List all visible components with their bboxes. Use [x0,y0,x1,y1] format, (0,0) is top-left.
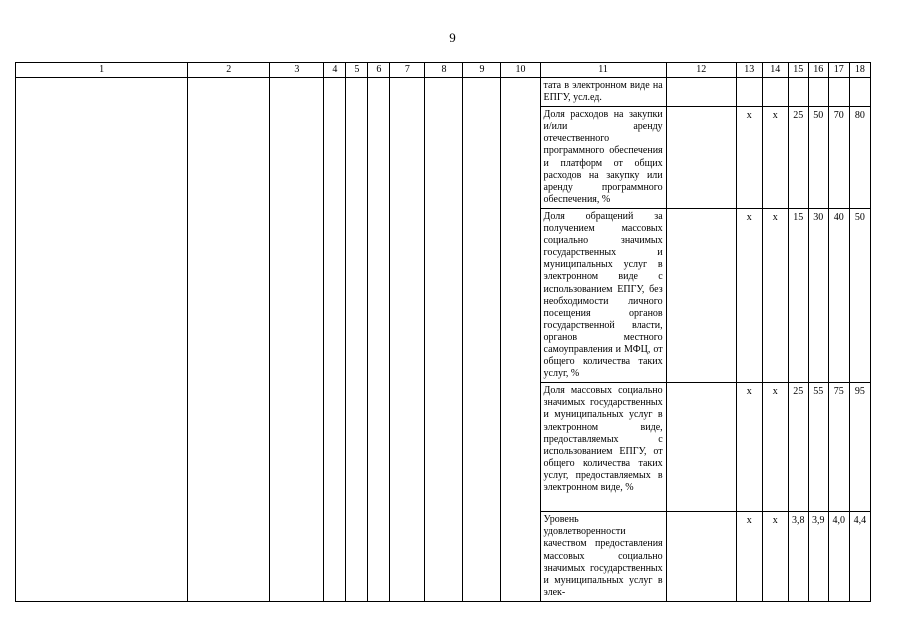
table-row [16,78,871,107]
value-cell: 50 [849,208,870,382]
indicator-description: Доля обращений за получением массовых социально значимых государственных и муниципальных услуг в электронном виде с использованием ЕПГУ, без необходимости личного посещения органов государственной власти, органов местного самоуправления и МФЦ, от общего количества таких услуг, % [540,208,666,382]
header-cell: 13 [736,63,762,78]
empty-cell [463,78,501,602]
header-cell: 6 [368,63,390,78]
header-cell: 1 [16,63,188,78]
value-cell: x [762,512,788,602]
empty-cell [666,512,736,602]
empty-cell [188,78,270,602]
value-cell: 3,9 [808,512,828,602]
value-cell: x [736,107,762,209]
empty-cell [368,78,390,602]
header-cell: 18 [849,63,870,78]
value-cell [849,78,870,107]
value-cell: 30 [808,208,828,382]
empty-cell [270,78,324,602]
value-cell: 25 [788,107,808,209]
empty-cell [666,78,736,107]
value-cell [762,78,788,107]
header-cell: 2 [188,63,270,78]
empty-cell [390,78,425,602]
value-cell: 70 [828,107,849,209]
value-cell: x [736,383,762,512]
page-number: 9 [449,30,456,45]
indicator-table [15,62,871,602]
value-cell [808,78,828,107]
header-row [16,63,871,78]
indicator-description: Доля массовых социально значимых государственных и муниципальных услуг в электронном виде, предоставляемых с использованием ЕПГУ, от общего количества таких услуг, предоставляемых в электронном виде, % [540,383,666,512]
empty-cell [666,383,736,512]
value-cell: x [736,512,762,602]
value-cell: 4,0 [828,512,849,602]
indicator-description: тата в электронном виде на ЕПГУ, усл.ед. [540,78,666,107]
header-cell: 4 [324,63,346,78]
value-cell: 4,4 [849,512,870,602]
empty-cell [16,78,188,602]
header-cell: 16 [808,63,828,78]
value-cell: 75 [828,383,849,512]
value-cell: 40 [828,208,849,382]
empty-cell [324,78,346,602]
header-cell: 3 [270,63,324,78]
empty-cell [666,107,736,209]
value-cell: 55 [808,383,828,512]
value-cell [828,78,849,107]
value-cell: x [762,208,788,382]
header-cell: 11 [540,63,666,78]
value-cell: 25 [788,383,808,512]
empty-cell [346,78,368,602]
empty-cell [501,78,540,602]
empty-cell [425,78,463,602]
value-cell: 95 [849,383,870,512]
header-cell: 7 [390,63,425,78]
indicator-description: Доля расходов на закупки и/или аренду отечественного программного обеспечения и платформ от общих расходов на закупку или аренду программного обеспечения, % [540,107,666,209]
header-cell: 14 [762,63,788,78]
value-cell: x [762,107,788,209]
value-cell: x [762,383,788,512]
value-cell: x [736,208,762,382]
header-cell: 17 [828,63,849,78]
header-cell: 9 [463,63,501,78]
value-cell: 50 [808,107,828,209]
header-cell: 8 [425,63,463,78]
value-cell: 3,8 [788,512,808,602]
empty-cell [666,208,736,382]
header-cell: 10 [501,63,540,78]
header-cell: 5 [346,63,368,78]
value-cell: 15 [788,208,808,382]
indicator-description: Уровень удовлетворенности качеством предоставления массовых социально значимых государственных и муниципальных услуг в элек- [540,512,666,602]
value-cell [736,78,762,107]
value-cell: 80 [849,107,870,209]
value-cell [788,78,808,107]
header-cell: 15 [788,63,808,78]
header-cell: 12 [666,63,736,78]
